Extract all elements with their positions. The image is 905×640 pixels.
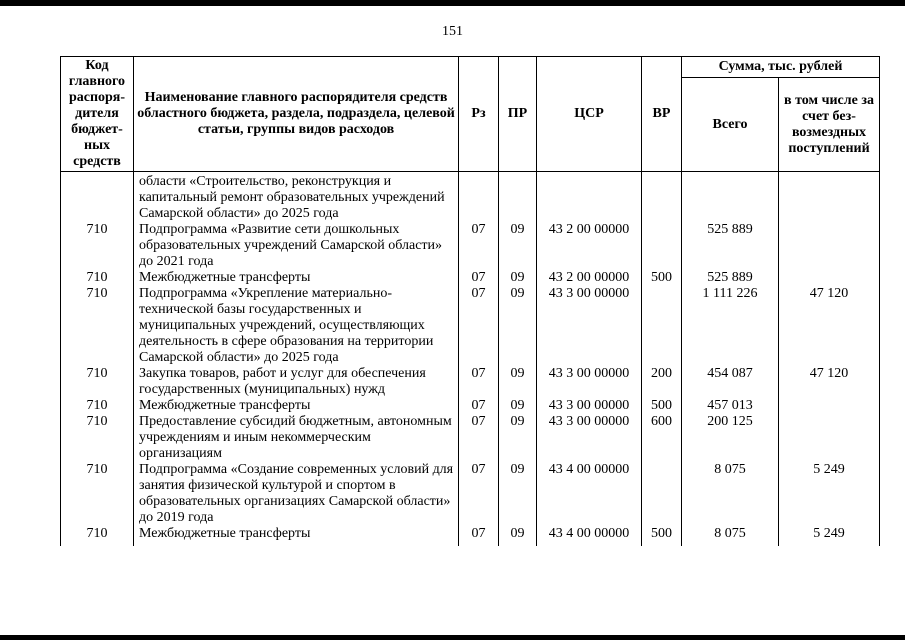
cell-csr: 43 3 00 00000 <box>537 398 642 414</box>
cell-csr <box>537 172 642 223</box>
cell-rz: 07 <box>459 414 499 462</box>
cell-pr: 09 <box>499 286 537 366</box>
cell-csr: 43 3 00 00000 <box>537 414 642 462</box>
cell-rz: 07 <box>459 286 499 366</box>
table-row <box>61 366 880 398</box>
cell-total: 525 889 <box>682 222 779 270</box>
cell-rz: 07 <box>459 462 499 526</box>
cell-code: 710 <box>61 366 134 398</box>
table-row <box>61 526 880 546</box>
cell-pr: 09 <box>499 270 537 286</box>
cell-grant <box>779 270 880 286</box>
cell-total: 525 889 <box>682 270 779 286</box>
cell-pr: 09 <box>499 462 537 526</box>
table-row <box>61 270 880 286</box>
header-total: Всего <box>682 78 779 172</box>
cell-csr: 43 3 00 00000 <box>537 286 642 366</box>
cell-name: Предоставление субсидий бюджетным, автономным учреждениям и иным некоммерческим организациям <box>134 414 459 462</box>
cell-rz: 07 <box>459 366 499 398</box>
cell-vr: 500 <box>642 526 682 546</box>
page-number: 151 <box>442 24 463 39</box>
cell-pr: 09 <box>499 398 537 414</box>
table-row <box>61 286 880 366</box>
budget-table <box>60 56 880 546</box>
cell-code <box>61 172 134 223</box>
cell-grant <box>779 398 880 414</box>
cell-code: 710 <box>61 398 134 414</box>
cell-vr <box>642 172 682 223</box>
cell-total: 457 013 <box>682 398 779 414</box>
cell-csr: 43 3 00 00000 <box>537 366 642 398</box>
cell-code: 710 <box>61 286 134 366</box>
cell-total: 200 125 <box>682 414 779 462</box>
cell-rz: 07 <box>459 526 499 546</box>
header-csr: ЦСР <box>537 57 642 172</box>
cell-grant: 47 120 <box>779 286 880 366</box>
cell-name: Подпрограмма «Развитие сети дошкольных образовательных учреждений Самарской области» до 2021 года <box>134 222 459 270</box>
cell-grant <box>779 172 880 223</box>
cell-name: Подпрограмма «Укрепление материально-технической базы государственных и муниципальных учреждений, осуществляющих деятельность в сфере образования на территории Самарской области» до 2025 года <box>134 286 459 366</box>
cell-total: 454 087 <box>682 366 779 398</box>
cell-name: Закупка товаров, работ и услуг для обеспечения государственных (муниципальных) нужд <box>134 366 459 398</box>
cell-pr: 09 <box>499 366 537 398</box>
table-row <box>61 462 880 526</box>
header-vr: ВР <box>642 57 682 172</box>
cell-pr <box>499 172 537 223</box>
cell-grant <box>779 414 880 462</box>
cell-grant: 5 249 <box>779 526 880 546</box>
header-name: Наименование главного распорядителя средств областного бюджета, раздела, подраздела, целевой статьи, группы видов расходов <box>134 57 459 172</box>
cell-rz <box>459 172 499 223</box>
cell-pr: 09 <box>499 222 537 270</box>
table-row <box>61 398 880 414</box>
cell-grant: 5 249 <box>779 462 880 526</box>
table-row <box>61 172 880 223</box>
cell-vr <box>642 222 682 270</box>
header-pr: ПР <box>499 57 537 172</box>
cell-csr: 43 4 00 00000 <box>537 462 642 526</box>
cell-name: Межбюджетные трансферты <box>134 526 459 546</box>
cell-total: 8 075 <box>682 526 779 546</box>
cell-code: 710 <box>61 526 134 546</box>
cell-vr: 600 <box>642 414 682 462</box>
cell-vr <box>642 462 682 526</box>
cell-name: области «Строительство, реконструкция и капитальный ремонт образовательных учреждений Самарской области» до 2025 года <box>134 172 459 223</box>
cell-csr: 43 2 00 00000 <box>537 270 642 286</box>
cell-name: Межбюджетные трансферты <box>134 270 459 286</box>
cell-code: 710 <box>61 414 134 462</box>
cell-vr: 200 <box>642 366 682 398</box>
cell-csr: 43 2 00 00000 <box>537 222 642 270</box>
cell-csr: 43 4 00 00000 <box>537 526 642 546</box>
header-rz: Рз <box>459 57 499 172</box>
cell-code: 710 <box>61 462 134 526</box>
header-code: Код главного распоря-дителя бюджет-ных средств <box>61 57 134 172</box>
cell-total: 1 111 226 <box>682 286 779 366</box>
cell-code: 710 <box>61 270 134 286</box>
cell-rz: 07 <box>459 222 499 270</box>
cell-vr <box>642 286 682 366</box>
header-sum: Сумма, тыс. рублей <box>682 57 880 78</box>
cell-pr: 09 <box>499 414 537 462</box>
header-grant: в том числе за счет без-возмездных поступлений <box>779 78 880 172</box>
cell-total: 8 075 <box>682 462 779 526</box>
cell-vr: 500 <box>642 398 682 414</box>
table-row <box>61 222 880 270</box>
cell-name: Подпрограмма «Создание современных условий для занятия физической культурой и спортом в образовательных организациях Самарской области» до 2019 года <box>134 462 459 526</box>
bottom-border <box>0 635 905 640</box>
cell-rz: 07 <box>459 270 499 286</box>
cell-vr: 500 <box>642 270 682 286</box>
cell-name: Межбюджетные трансферты <box>134 398 459 414</box>
top-border <box>0 0 905 6</box>
cell-grant: 47 120 <box>779 366 880 398</box>
table-row <box>61 414 880 462</box>
cell-rz: 07 <box>459 398 499 414</box>
cell-grant <box>779 222 880 270</box>
cell-code: 710 <box>61 222 134 270</box>
cell-total <box>682 172 779 223</box>
cell-pr: 09 <box>499 526 537 546</box>
